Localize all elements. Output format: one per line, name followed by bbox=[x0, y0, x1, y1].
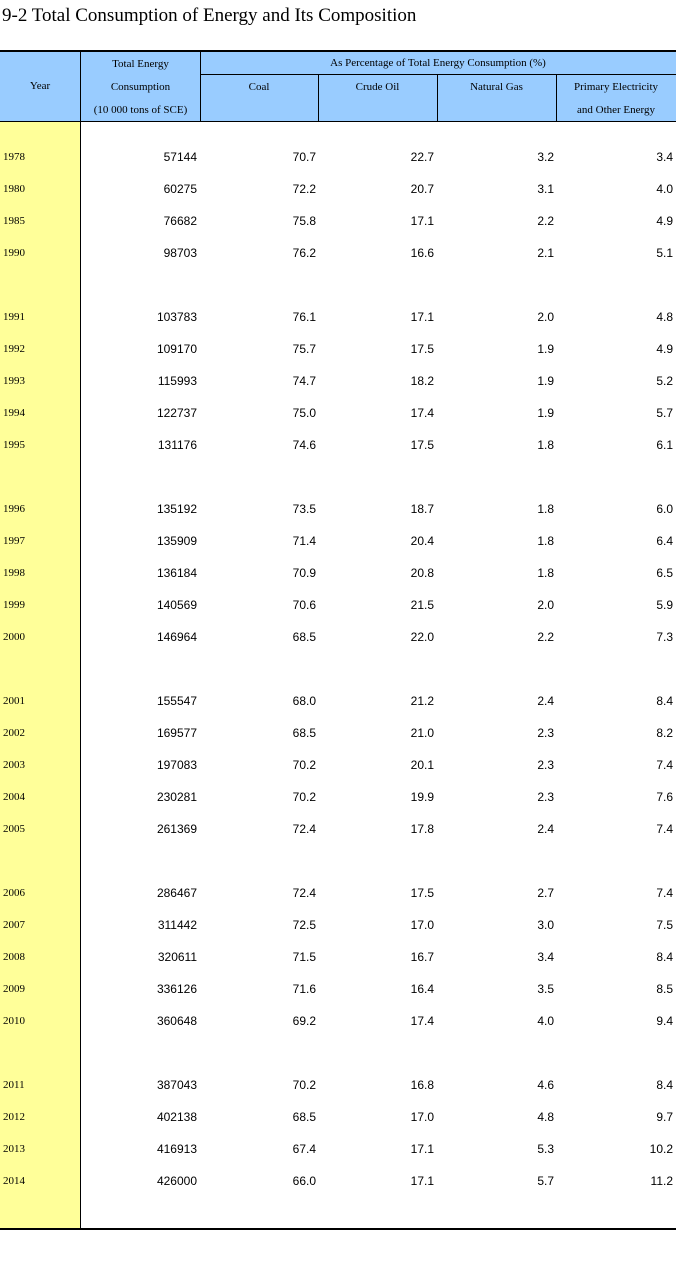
total-cell: 131176 bbox=[157, 438, 197, 452]
gas-cell: 3.2 bbox=[537, 150, 554, 164]
oil-cell: 21.5 bbox=[410, 598, 434, 612]
total-cell: 155547 bbox=[156, 694, 197, 708]
coal-cell: 70.2 bbox=[292, 1078, 316, 1092]
header-coal: Coal bbox=[248, 81, 270, 93]
gas-cell: 2.2 bbox=[537, 214, 554, 228]
gas-cell: 1.8 bbox=[537, 534, 554, 548]
oil-cell: 22.7 bbox=[410, 150, 434, 164]
total-cell: 230281 bbox=[156, 790, 197, 804]
year-cell: 2002 bbox=[3, 727, 25, 739]
table-row bbox=[0, 562, 676, 584]
year-cell: 1994 bbox=[3, 407, 25, 419]
header-percentage-group: As Percentage of Total Energy Consumption (%) bbox=[330, 57, 546, 69]
coal-cell: 68.5 bbox=[292, 630, 316, 644]
table-row bbox=[0, 402, 676, 424]
gas-cell: 1.9 bbox=[537, 406, 554, 420]
year-cell: 1978 bbox=[3, 151, 25, 163]
total-cell: 136184 bbox=[156, 566, 197, 580]
year-cell: 2012 bbox=[3, 1111, 25, 1123]
total-cell: 286467 bbox=[156, 886, 197, 900]
year-cell: 2010 bbox=[3, 1015, 25, 1027]
year-cell: 1991 bbox=[3, 311, 25, 323]
year-cell: 2013 bbox=[3, 1143, 25, 1155]
header-total-line1: Total Energy bbox=[112, 58, 169, 70]
total-cell: 135192 bbox=[156, 502, 197, 516]
coal-cell: 69.2 bbox=[292, 1014, 316, 1028]
year-cell: 2000 bbox=[3, 631, 25, 643]
other-cell: 7.4 bbox=[656, 822, 673, 836]
other-cell: 4.0 bbox=[656, 182, 673, 196]
other-cell: 6.1 bbox=[656, 438, 673, 452]
gas-cell: 3.0 bbox=[537, 918, 554, 932]
other-cell: 7.5 bbox=[656, 918, 673, 932]
year-cell: 2009 bbox=[3, 983, 25, 995]
header-crude-oil: Crude Oil bbox=[355, 81, 400, 93]
coal-cell: 68.0 bbox=[292, 694, 316, 708]
gas-cell: 5.7 bbox=[537, 1174, 554, 1188]
year-cell: 1999 bbox=[3, 599, 25, 611]
gas-cell: 2.0 bbox=[537, 598, 554, 612]
other-cell: 5.2 bbox=[656, 374, 673, 388]
coal-cell: 72.2 bbox=[292, 182, 316, 196]
other-cell: 6.4 bbox=[656, 534, 673, 548]
oil-cell: 21.2 bbox=[410, 694, 434, 708]
total-cell: 103783 bbox=[156, 310, 197, 324]
gas-cell: 2.4 bbox=[537, 822, 554, 836]
total-cell: 169577 bbox=[156, 726, 197, 740]
gas-cell: 2.3 bbox=[537, 790, 554, 804]
year-cell: 2003 bbox=[3, 759, 25, 771]
total-cell: 140569 bbox=[156, 598, 197, 612]
other-cell: 6.0 bbox=[656, 502, 673, 516]
table-row bbox=[0, 818, 676, 840]
other-cell: 8.4 bbox=[656, 950, 673, 964]
table-row bbox=[0, 178, 676, 200]
coal-cell: 66.0 bbox=[292, 1174, 316, 1188]
total-cell: 261369 bbox=[156, 822, 197, 836]
oil-cell: 17.1 bbox=[410, 214, 434, 228]
table-row bbox=[0, 210, 676, 232]
coal-cell: 76.1 bbox=[292, 310, 316, 324]
oil-cell: 22.0 bbox=[410, 630, 434, 644]
other-cell: 4.9 bbox=[656, 342, 673, 356]
total-cell: 387043 bbox=[156, 1078, 197, 1092]
table-row bbox=[0, 946, 676, 968]
gas-cell: 5.3 bbox=[537, 1142, 554, 1156]
total-cell: 57144 bbox=[163, 150, 197, 164]
total-cell: 336126 bbox=[156, 982, 197, 996]
header-total-line2: Consumption bbox=[110, 81, 171, 93]
year-cell: 1997 bbox=[3, 535, 25, 547]
table-row bbox=[0, 338, 676, 360]
coal-cell: 70.2 bbox=[292, 790, 316, 804]
table-row bbox=[0, 498, 676, 520]
table-bottom-border bbox=[0, 1228, 676, 1230]
table-row bbox=[0, 530, 676, 552]
other-cell: 4.8 bbox=[656, 310, 673, 324]
year-cell: 2007 bbox=[3, 919, 25, 931]
year-column-band bbox=[0, 122, 80, 1228]
gas-cell: 2.0 bbox=[537, 310, 554, 324]
coal-cell: 70.7 bbox=[292, 150, 316, 164]
coal-cell: 70.9 bbox=[292, 566, 316, 580]
oil-cell: 20.4 bbox=[410, 534, 434, 548]
table-row bbox=[0, 882, 676, 904]
gas-cell: 2.7 bbox=[537, 886, 554, 900]
total-cell: 122737 bbox=[156, 406, 197, 420]
header-primary-line2: and Other Energy bbox=[577, 104, 655, 116]
coal-cell: 72.4 bbox=[292, 886, 316, 900]
gas-cell: 2.2 bbox=[537, 630, 554, 644]
other-cell: 7.4 bbox=[656, 886, 673, 900]
other-cell: 11.2 bbox=[650, 1174, 673, 1188]
other-cell: 5.9 bbox=[656, 598, 673, 612]
gas-cell: 4.8 bbox=[537, 1110, 554, 1124]
oil-cell: 16.6 bbox=[410, 246, 434, 260]
table-row bbox=[0, 370, 676, 392]
table-row bbox=[0, 1138, 676, 1160]
gas-cell: 3.4 bbox=[537, 950, 554, 964]
coal-cell: 67.4 bbox=[292, 1142, 316, 1156]
year-cell: 2001 bbox=[3, 695, 25, 707]
table-row bbox=[0, 242, 676, 264]
total-cell: 109170 bbox=[156, 342, 197, 356]
table-row bbox=[0, 914, 676, 936]
gas-cell: 2.4 bbox=[537, 694, 554, 708]
coal-cell: 72.5 bbox=[292, 918, 316, 932]
total-cell: 360648 bbox=[156, 1014, 197, 1028]
oil-cell: 17.4 bbox=[410, 406, 434, 420]
table-row bbox=[0, 146, 676, 168]
table-row bbox=[0, 1106, 676, 1128]
table-row bbox=[0, 434, 676, 456]
oil-cell: 18.2 bbox=[410, 374, 434, 388]
year-cell: 2006 bbox=[3, 887, 25, 899]
coal-cell: 75.7 bbox=[292, 342, 316, 356]
coal-cell: 74.7 bbox=[292, 374, 316, 388]
coal-cell: 75.8 bbox=[292, 214, 316, 228]
year-cell: 1995 bbox=[3, 439, 25, 451]
other-cell: 9.7 bbox=[656, 1110, 673, 1124]
gas-cell: 4.6 bbox=[537, 1078, 554, 1092]
year-cell: 1992 bbox=[3, 343, 25, 355]
oil-cell: 20.7 bbox=[410, 182, 434, 196]
coal-cell: 68.5 bbox=[292, 1110, 316, 1124]
gas-cell: 4.0 bbox=[537, 1014, 554, 1028]
coal-cell: 74.6 bbox=[292, 438, 316, 452]
table-row bbox=[0, 1010, 676, 1032]
table-row bbox=[0, 626, 676, 648]
year-cell: 1990 bbox=[3, 247, 25, 259]
coal-cell: 72.4 bbox=[292, 822, 316, 836]
total-cell: 197083 bbox=[156, 758, 197, 772]
other-cell: 5.1 bbox=[656, 246, 673, 260]
oil-cell: 17.1 bbox=[410, 1142, 434, 1156]
total-cell: 115993 bbox=[157, 374, 197, 388]
oil-cell: 16.4 bbox=[410, 982, 434, 996]
coal-cell: 70.2 bbox=[292, 758, 316, 772]
other-cell: 8.4 bbox=[656, 694, 673, 708]
header-primary-line1: Primary Electricity bbox=[574, 81, 658, 93]
total-cell: 402138 bbox=[156, 1110, 197, 1124]
coal-cell: 75.0 bbox=[292, 406, 316, 420]
oil-cell: 17.1 bbox=[410, 310, 434, 324]
other-cell: 6.5 bbox=[656, 566, 673, 580]
gas-cell: 2.1 bbox=[537, 246, 554, 260]
gas-cell: 1.8 bbox=[537, 566, 554, 580]
table-row bbox=[0, 690, 676, 712]
oil-cell: 17.5 bbox=[410, 438, 434, 452]
year-cell: 2008 bbox=[3, 951, 25, 963]
other-cell: 7.4 bbox=[656, 758, 673, 772]
gas-cell: 1.8 bbox=[537, 502, 554, 516]
oil-cell: 17.1 bbox=[410, 1174, 434, 1188]
gas-cell: 2.3 bbox=[537, 726, 554, 740]
year-cell: 2005 bbox=[3, 823, 25, 835]
other-cell: 8.4 bbox=[656, 1078, 673, 1092]
year-cell: 2014 bbox=[3, 1175, 25, 1187]
year-cell: 1985 bbox=[3, 215, 25, 227]
year-cell: 2011 bbox=[3, 1079, 25, 1091]
oil-cell: 16.7 bbox=[410, 950, 434, 964]
table-row bbox=[0, 594, 676, 616]
header-total-line3: (10 000 tons of SCE) bbox=[93, 104, 188, 116]
year-cell: 1996 bbox=[3, 503, 25, 515]
oil-cell: 21.0 bbox=[410, 726, 434, 740]
coal-cell: 71.5 bbox=[292, 950, 316, 964]
oil-cell: 17.0 bbox=[410, 918, 434, 932]
oil-cell: 17.5 bbox=[410, 342, 434, 356]
gas-cell: 1.8 bbox=[537, 438, 554, 452]
total-cell: 146964 bbox=[156, 630, 197, 644]
other-cell: 9.4 bbox=[656, 1014, 673, 1028]
oil-cell: 20.8 bbox=[410, 566, 434, 580]
year-cell: 1993 bbox=[3, 375, 25, 387]
oil-cell: 17.0 bbox=[410, 1110, 434, 1124]
coal-cell: 76.2 bbox=[292, 246, 316, 260]
header-year: Year bbox=[29, 80, 51, 92]
coal-cell: 70.6 bbox=[292, 598, 316, 612]
gas-cell: 2.3 bbox=[537, 758, 554, 772]
year-cell: 2004 bbox=[3, 791, 25, 803]
total-cell: 135909 bbox=[156, 534, 197, 548]
other-cell: 7.6 bbox=[656, 790, 673, 804]
oil-cell: 17.8 bbox=[410, 822, 434, 836]
table-row bbox=[0, 1074, 676, 1096]
gas-cell: 1.9 bbox=[537, 374, 554, 388]
other-cell: 7.3 bbox=[656, 630, 673, 644]
coal-cell: 71.4 bbox=[292, 534, 316, 548]
page-title: 9-2 Total Consumption of Energy and Its Composition bbox=[2, 5, 417, 26]
table-row bbox=[0, 978, 676, 1000]
total-cell: 98703 bbox=[163, 246, 197, 260]
year-cell: 1980 bbox=[3, 183, 25, 195]
table-row bbox=[0, 786, 676, 808]
gas-cell: 3.5 bbox=[537, 982, 554, 996]
other-cell: 4.9 bbox=[656, 214, 673, 228]
year-cell: 1998 bbox=[3, 567, 25, 579]
other-cell: 10.2 bbox=[649, 1142, 673, 1156]
total-cell: 76682 bbox=[163, 214, 197, 228]
other-cell: 8.2 bbox=[656, 726, 673, 740]
coal-cell: 68.5 bbox=[292, 726, 316, 740]
table-row bbox=[0, 1170, 676, 1192]
oil-cell: 17.4 bbox=[410, 1014, 434, 1028]
other-cell: 5.7 bbox=[656, 406, 673, 420]
coal-cell: 71.6 bbox=[292, 982, 316, 996]
other-cell: 8.5 bbox=[656, 982, 673, 996]
oil-cell: 17.5 bbox=[410, 886, 434, 900]
total-cell: 60275 bbox=[163, 182, 197, 196]
total-cell: 320611 bbox=[157, 950, 197, 964]
total-cell: 311442 bbox=[157, 918, 197, 932]
table-row bbox=[0, 722, 676, 744]
total-cell: 426000 bbox=[156, 1174, 197, 1188]
other-cell: 3.4 bbox=[656, 150, 673, 164]
table-row bbox=[0, 754, 676, 776]
oil-cell: 20.1 bbox=[410, 758, 434, 772]
coal-cell: 73.5 bbox=[292, 502, 316, 516]
oil-cell: 16.8 bbox=[410, 1078, 434, 1092]
total-cell: 416913 bbox=[156, 1142, 197, 1156]
gas-cell: 3.1 bbox=[537, 182, 554, 196]
header-natural-gas: Natural Gas bbox=[470, 81, 523, 93]
gas-cell: 1.9 bbox=[537, 342, 554, 356]
oil-cell: 18.7 bbox=[410, 502, 434, 516]
oil-cell: 19.9 bbox=[410, 790, 434, 804]
table-row bbox=[0, 306, 676, 328]
